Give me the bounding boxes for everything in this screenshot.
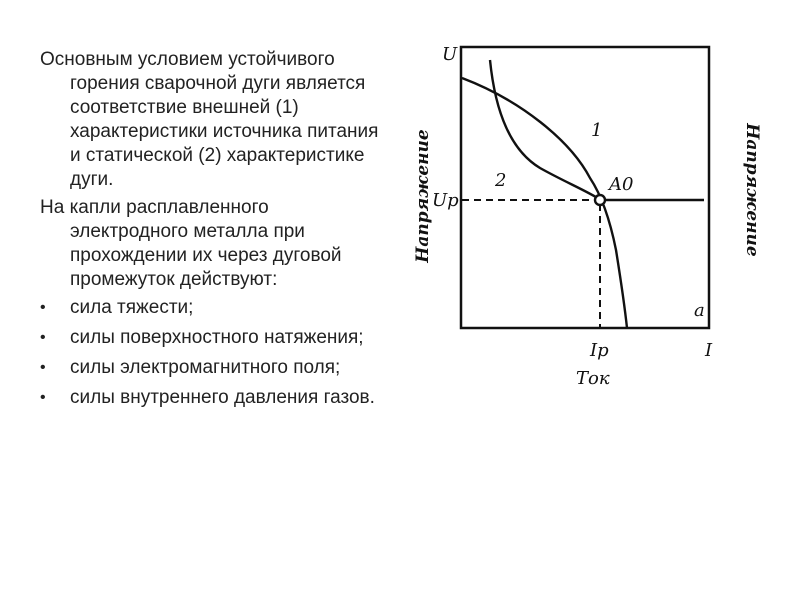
bottom-axis-title: Ток <box>576 368 610 389</box>
slide-text <box>40 48 390 416</box>
list-item <box>40 356 390 380</box>
bullet-icon: • <box>40 389 46 406</box>
list-item-text: силы внутреннего давления газов. <box>70 387 375 408</box>
i-axis-label: I <box>705 340 713 361</box>
list-item <box>40 386 390 410</box>
bullet-icon: • <box>40 329 46 346</box>
panel-label: a <box>694 300 705 321</box>
list-item <box>40 296 390 320</box>
ip-label: Ip <box>590 340 609 361</box>
list-item-text: силы поверхностного натяжения; <box>70 327 364 348</box>
paragraph-condition: Основным условием устойчивого горения сварочной дуги является соответствие внешней (1) характеристики источника питания и статической (2) характеристике дуги. <box>40 49 379 190</box>
right-axis-title: Напряжение <box>742 123 762 257</box>
curve-1-label: 1 <box>591 120 603 141</box>
paragraph-forces-intro: На капли расплавленного электродного металла при прохождении их через дуговой промежуток действуют: <box>40 197 342 290</box>
up-label: Up <box>432 190 459 211</box>
operating-point-marker <box>595 195 605 205</box>
left-axis-title: Напряжение <box>413 129 433 263</box>
forces-list <box>40 296 390 410</box>
list-item <box>40 326 390 350</box>
bullet-icon: • <box>40 359 46 376</box>
volt-ampere-diagram <box>400 40 800 400</box>
list-item-text: силы электромагнитного поля; <box>70 357 341 378</box>
u-axis-label: U <box>442 44 458 65</box>
curve-2-label: 2 <box>495 170 507 191</box>
bullet-icon: • <box>40 299 46 316</box>
point-label: A0 <box>609 174 634 195</box>
list-item-text: сила тяжести; <box>70 297 194 318</box>
